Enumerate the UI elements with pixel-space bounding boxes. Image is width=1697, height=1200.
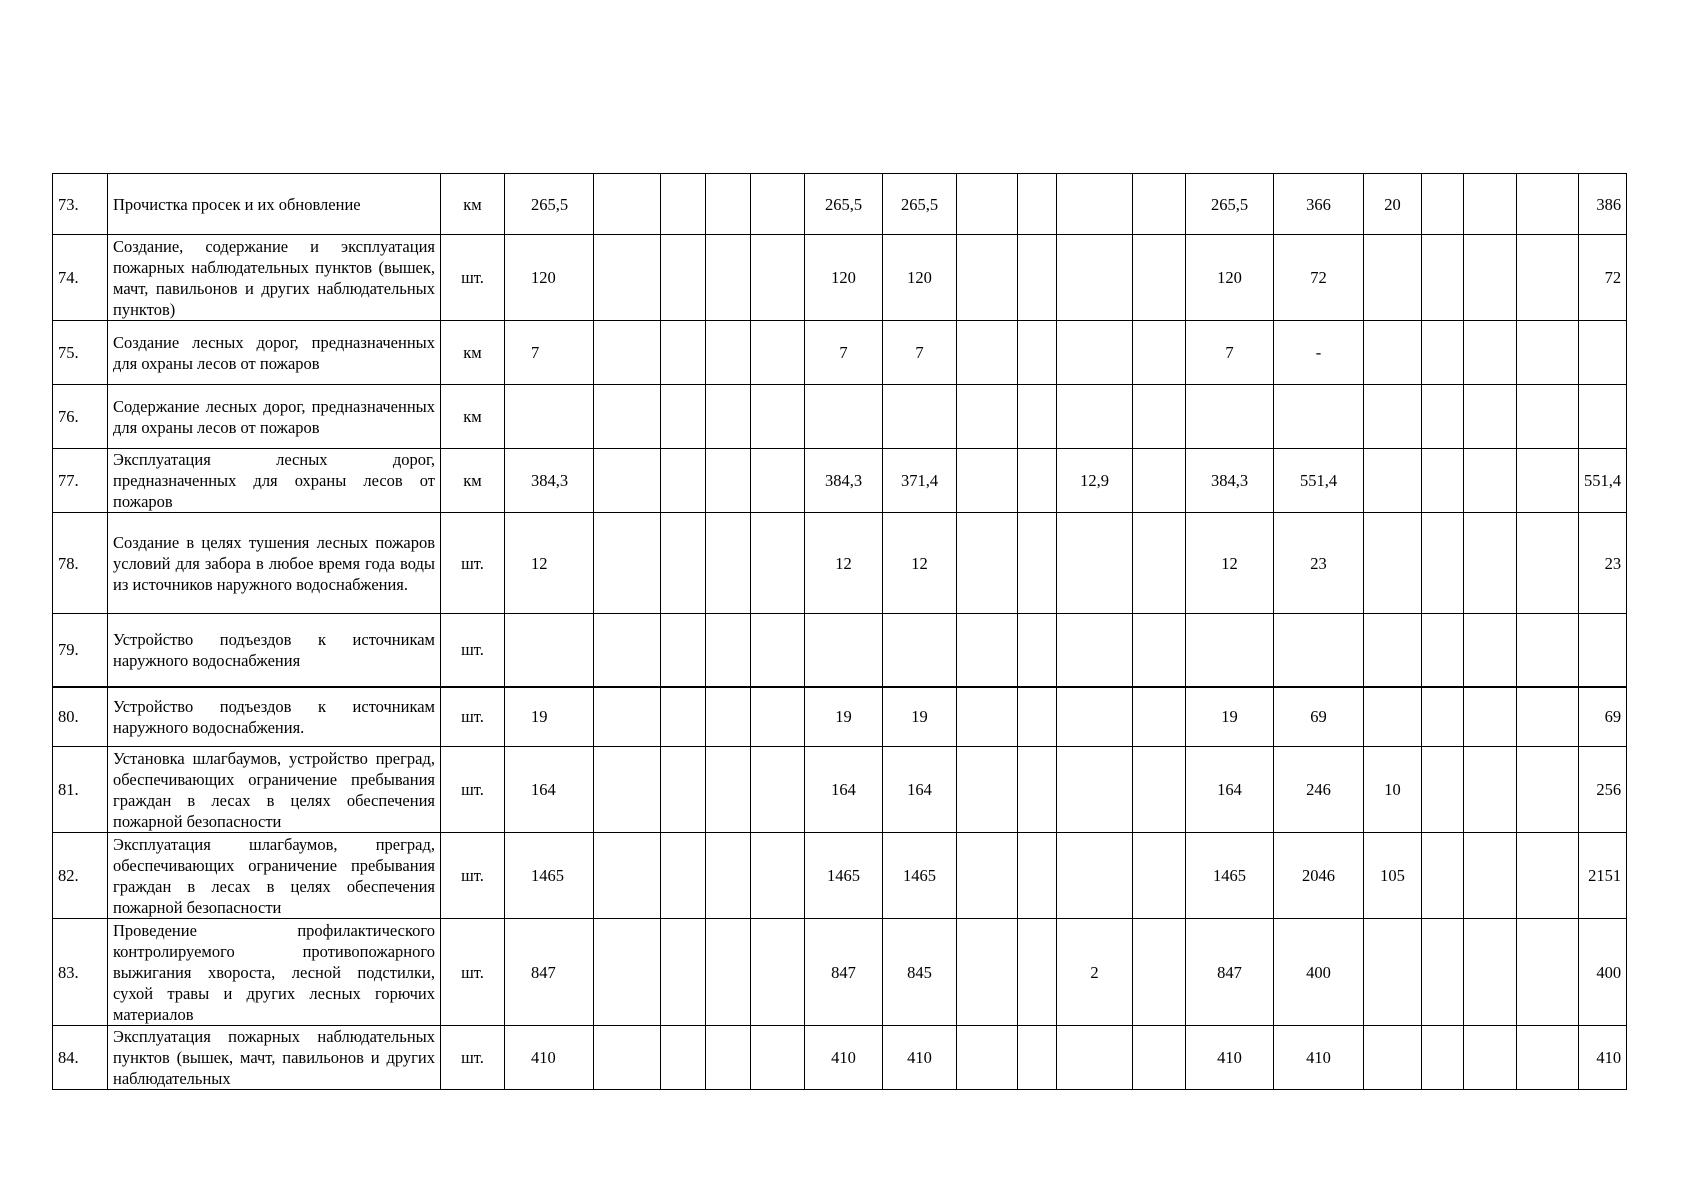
table-row [53, 385, 1627, 449]
value-cell [1057, 174, 1133, 235]
value-cell [1422, 513, 1464, 614]
unit-cell: км [441, 321, 505, 385]
value-cell: 2046 [1274, 833, 1364, 919]
unit-cell: шт. [441, 235, 505, 321]
value-cell: 120 [883, 235, 957, 321]
value-cell [1057, 687, 1133, 747]
value-cell [661, 687, 706, 747]
value-cell [1364, 614, 1422, 687]
activity-name: Содержание лесных дорог, предназначенных для охраны лесов от пожаров [108, 385, 441, 449]
table-row [53, 321, 1627, 385]
table-row [53, 1026, 1627, 1090]
value-cell [594, 513, 661, 614]
value-cell: 400 [1579, 919, 1627, 1026]
value-cell [1057, 321, 1133, 385]
value-cell [1057, 747, 1133, 833]
value-cell [1422, 385, 1464, 449]
value-cell [1133, 449, 1186, 513]
value-cell [594, 235, 661, 321]
value-cell: 410 [1186, 1026, 1274, 1090]
value-cell: 246 [1274, 747, 1364, 833]
value-cell: 847 [505, 919, 594, 1026]
unit-cell: км [441, 174, 505, 235]
value-cell: 2 [1057, 919, 1133, 1026]
activity-name: Устройство подъездов к источникам наружного водоснабжения [108, 614, 441, 687]
value-cell [594, 321, 661, 385]
value-cell [661, 235, 706, 321]
value-cell [1057, 513, 1133, 614]
value-cell [1517, 174, 1579, 235]
value-cell [1517, 449, 1579, 513]
value-cell [1464, 235, 1517, 321]
value-cell [1274, 385, 1364, 449]
value-cell [1133, 614, 1186, 687]
value-cell: 120 [1186, 235, 1274, 321]
table-row [53, 174, 1627, 235]
value-cell [1057, 833, 1133, 919]
value-cell: 72 [1274, 235, 1364, 321]
value-cell [1517, 385, 1579, 449]
value-cell [706, 919, 751, 1026]
value-cell: 19 [883, 687, 957, 747]
value-cell [505, 385, 594, 449]
value-cell [594, 614, 661, 687]
unit-cell: шт. [441, 833, 505, 919]
unit-cell: шт. [441, 1026, 505, 1090]
row-number: 80. [53, 687, 108, 747]
table-row [53, 833, 1627, 919]
value-cell [1018, 614, 1057, 687]
table-row [53, 747, 1627, 833]
value-cell [751, 321, 805, 385]
value-cell [1579, 321, 1627, 385]
value-cell [1018, 747, 1057, 833]
value-cell: 1465 [1186, 833, 1274, 919]
value-cell [1464, 1026, 1517, 1090]
value-cell: 164 [1186, 747, 1274, 833]
value-cell [661, 513, 706, 614]
value-cell [661, 833, 706, 919]
value-cell [1133, 321, 1186, 385]
value-cell [1464, 747, 1517, 833]
row-number: 74. [53, 235, 108, 321]
value-cell [883, 614, 957, 687]
value-cell: 847 [1186, 919, 1274, 1026]
value-cell: 7 [1186, 321, 1274, 385]
activity-name: Эксплуатация шлагбаумов, преград, обеспечивающих ограничение пребывания граждан в лесах в целях обеспечения пожарной безопасности [108, 833, 441, 919]
unit-cell: шт. [441, 919, 505, 1026]
value-cell: 23 [1274, 513, 1364, 614]
value-cell [1464, 513, 1517, 614]
value-cell: 1465 [883, 833, 957, 919]
activity-name: Создание в целях тушения лесных пожаров условий для забора в любое время года воды из источников наружного водоснабжения. [108, 513, 441, 614]
value-cell: 2151 [1579, 833, 1627, 919]
value-cell [957, 747, 1018, 833]
value-cell: 265,5 [883, 174, 957, 235]
value-cell [1517, 235, 1579, 321]
value-cell: 410 [505, 1026, 594, 1090]
value-cell [1133, 513, 1186, 614]
value-cell [1422, 321, 1464, 385]
row-number: 73. [53, 174, 108, 235]
unit-cell: шт. [441, 614, 505, 687]
value-cell [1422, 747, 1464, 833]
value-cell [706, 321, 751, 385]
value-cell [957, 833, 1018, 919]
value-cell [751, 747, 805, 833]
value-cell [1057, 385, 1133, 449]
value-cell [1579, 614, 1627, 687]
value-cell: 12,9 [1057, 449, 1133, 513]
value-cell [1517, 833, 1579, 919]
value-cell [594, 174, 661, 235]
row-number: 77. [53, 449, 108, 513]
row-number: 82. [53, 833, 108, 919]
table-row [53, 614, 1627, 687]
value-cell [957, 449, 1018, 513]
value-cell [1133, 687, 1186, 747]
value-cell [1057, 235, 1133, 321]
value-cell [1364, 513, 1422, 614]
value-cell [594, 449, 661, 513]
value-cell: 551,4 [1579, 449, 1627, 513]
value-cell: 69 [1579, 687, 1627, 747]
value-cell [1364, 321, 1422, 385]
value-cell: 384,3 [1186, 449, 1274, 513]
value-cell [594, 919, 661, 1026]
value-cell: 72 [1579, 235, 1627, 321]
value-cell: 410 [805, 1026, 883, 1090]
row-number: 76. [53, 385, 108, 449]
activity-name: Эксплуатация пожарных наблюдательных пунктов (вышек, мачт, павильонов и других наблюдательных [108, 1026, 441, 1090]
value-cell: 551,4 [1274, 449, 1364, 513]
activity-name: Создание лесных дорог, предназначенных для охраны лесов от пожаров [108, 321, 441, 385]
unit-cell: шт. [441, 747, 505, 833]
value-cell: 12 [883, 513, 957, 614]
value-cell [706, 747, 751, 833]
value-cell [1018, 449, 1057, 513]
value-cell: 7 [505, 321, 594, 385]
value-cell [1133, 747, 1186, 833]
activity-name: Прочистка просек и их обновление [108, 174, 441, 235]
value-cell: 386 [1579, 174, 1627, 235]
value-cell: 384,3 [805, 449, 883, 513]
value-cell [1517, 513, 1579, 614]
value-cell [751, 1026, 805, 1090]
value-cell [1464, 385, 1517, 449]
value-cell: 371,4 [883, 449, 957, 513]
value-cell [1018, 919, 1057, 1026]
value-cell [1464, 449, 1517, 513]
value-cell: 845 [883, 919, 957, 1026]
value-cell: 847 [805, 919, 883, 1026]
value-cell [1018, 833, 1057, 919]
value-cell [594, 833, 661, 919]
value-cell [706, 449, 751, 513]
value-cell [1018, 1026, 1057, 1090]
row-number: 78. [53, 513, 108, 614]
value-cell [957, 174, 1018, 235]
value-cell: 384,3 [505, 449, 594, 513]
value-cell [594, 385, 661, 449]
value-cell [706, 385, 751, 449]
value-cell [957, 321, 1018, 385]
value-cell [706, 687, 751, 747]
value-cell [957, 687, 1018, 747]
value-cell [957, 235, 1018, 321]
value-cell: 164 [805, 747, 883, 833]
row-number: 81. [53, 747, 108, 833]
value-cell [1133, 1026, 1186, 1090]
value-cell [805, 385, 883, 449]
value-cell [706, 1026, 751, 1090]
value-cell [661, 321, 706, 385]
value-cell [1517, 919, 1579, 1026]
value-cell [1517, 614, 1579, 687]
unit-cell: км [441, 385, 505, 449]
value-cell [661, 1026, 706, 1090]
value-cell: - [1274, 321, 1364, 385]
value-cell [751, 687, 805, 747]
value-cell: 1465 [805, 833, 883, 919]
value-cell [1422, 687, 1464, 747]
value-cell [661, 385, 706, 449]
row-number: 83. [53, 919, 108, 1026]
value-cell: 265,5 [805, 174, 883, 235]
value-cell: 7 [883, 321, 957, 385]
value-cell [1517, 687, 1579, 747]
value-cell [1133, 235, 1186, 321]
value-cell [1364, 919, 1422, 1026]
value-cell [1186, 614, 1274, 687]
row-number: 79. [53, 614, 108, 687]
value-cell: 366 [1274, 174, 1364, 235]
value-cell [1018, 174, 1057, 235]
table-row [53, 687, 1627, 747]
value-cell [957, 513, 1018, 614]
activity-table [52, 173, 1627, 1090]
value-cell [1057, 614, 1133, 687]
value-cell: 105 [1364, 833, 1422, 919]
value-cell [751, 513, 805, 614]
activity-name: Эксплуатация лесных дорог, предназначенных для охраны лесов от пожаров [108, 449, 441, 513]
value-cell [1422, 1026, 1464, 1090]
value-cell: 1465 [505, 833, 594, 919]
value-cell [1018, 687, 1057, 747]
value-cell [1364, 449, 1422, 513]
table-row [53, 513, 1627, 614]
value-cell [1422, 614, 1464, 687]
value-cell [1364, 687, 1422, 747]
value-cell [1364, 1026, 1422, 1090]
table-row [53, 235, 1627, 321]
value-cell [706, 235, 751, 321]
value-cell [1517, 1026, 1579, 1090]
value-cell [751, 614, 805, 687]
value-cell [883, 385, 957, 449]
value-cell [1422, 449, 1464, 513]
value-cell [1517, 321, 1579, 385]
activity-name: Создание, содержание и эксплуатация пожарных наблюдательных пунктов (вышек, мачт, павильонов и других наблюдательных пунктов) [108, 235, 441, 321]
value-cell [1464, 174, 1517, 235]
unit-cell: шт. [441, 513, 505, 614]
value-cell [1364, 235, 1422, 321]
value-cell: 410 [1579, 1026, 1627, 1090]
value-cell [1274, 614, 1364, 687]
value-cell [1018, 513, 1057, 614]
value-cell [1579, 385, 1627, 449]
value-cell [1464, 687, 1517, 747]
value-cell [1422, 174, 1464, 235]
value-cell [594, 687, 661, 747]
value-cell [1464, 321, 1517, 385]
value-cell: 120 [505, 235, 594, 321]
value-cell: 410 [1274, 1026, 1364, 1090]
value-cell [957, 385, 1018, 449]
activity-name: Устройство подъездов к источникам наружного водоснабжения. [108, 687, 441, 747]
value-cell [751, 235, 805, 321]
unit-cell: км [441, 449, 505, 513]
value-cell [661, 449, 706, 513]
value-cell [505, 614, 594, 687]
value-cell: 19 [505, 687, 594, 747]
value-cell [1018, 321, 1057, 385]
value-cell: 10 [1364, 747, 1422, 833]
value-cell [957, 1026, 1018, 1090]
table-row [53, 449, 1627, 513]
value-cell: 7 [805, 321, 883, 385]
value-cell [706, 833, 751, 919]
value-cell [751, 385, 805, 449]
value-cell [1517, 747, 1579, 833]
value-cell [661, 614, 706, 687]
value-cell: 69 [1274, 687, 1364, 747]
value-cell [1422, 235, 1464, 321]
value-cell: 164 [505, 747, 594, 833]
activity-name: Установка шлагбаумов, устройство преград, обеспечивающих ограничение пребывания граждан в лесах в целях обеспечения пожарной безопасности [108, 747, 441, 833]
value-cell: 256 [1579, 747, 1627, 833]
value-cell [1018, 385, 1057, 449]
value-cell [1133, 174, 1186, 235]
value-cell: 410 [883, 1026, 957, 1090]
value-cell [1018, 235, 1057, 321]
value-cell [661, 747, 706, 833]
value-cell: 265,5 [505, 174, 594, 235]
value-cell: 400 [1274, 919, 1364, 1026]
value-cell [1364, 385, 1422, 449]
value-cell: 12 [505, 513, 594, 614]
value-cell [957, 614, 1018, 687]
value-cell: 19 [1186, 687, 1274, 747]
value-cell: 20 [1364, 174, 1422, 235]
value-cell [594, 747, 661, 833]
value-cell [1422, 833, 1464, 919]
value-cell [1133, 919, 1186, 1026]
value-cell [1133, 385, 1186, 449]
value-cell: 164 [883, 747, 957, 833]
value-cell [1186, 385, 1274, 449]
value-cell [706, 513, 751, 614]
row-number: 84. [53, 1026, 108, 1090]
value-cell: 12 [805, 513, 883, 614]
value-cell: 265,5 [1186, 174, 1274, 235]
row-number: 75. [53, 321, 108, 385]
value-cell [751, 449, 805, 513]
value-cell [1464, 833, 1517, 919]
value-cell: 12 [1186, 513, 1274, 614]
unit-cell: шт. [441, 687, 505, 747]
value-cell [1057, 1026, 1133, 1090]
value-cell: 23 [1579, 513, 1627, 614]
table-row [53, 919, 1627, 1026]
value-cell [706, 174, 751, 235]
value-cell [751, 174, 805, 235]
value-cell [751, 919, 805, 1026]
value-cell [1422, 919, 1464, 1026]
value-cell: 19 [805, 687, 883, 747]
value-cell [1464, 614, 1517, 687]
value-cell: 120 [805, 235, 883, 321]
value-cell [706, 614, 751, 687]
value-cell [594, 1026, 661, 1090]
activity-name: Проведение профилактического контролируемого противопожарного выжигания хвороста, лесной подстилки, сухой травы и других лесных горючих материалов [108, 919, 441, 1026]
value-cell [805, 614, 883, 687]
value-cell [1133, 833, 1186, 919]
value-cell [661, 919, 706, 1026]
value-cell [751, 833, 805, 919]
value-cell [1464, 919, 1517, 1026]
value-cell [661, 174, 706, 235]
value-cell [957, 919, 1018, 1026]
